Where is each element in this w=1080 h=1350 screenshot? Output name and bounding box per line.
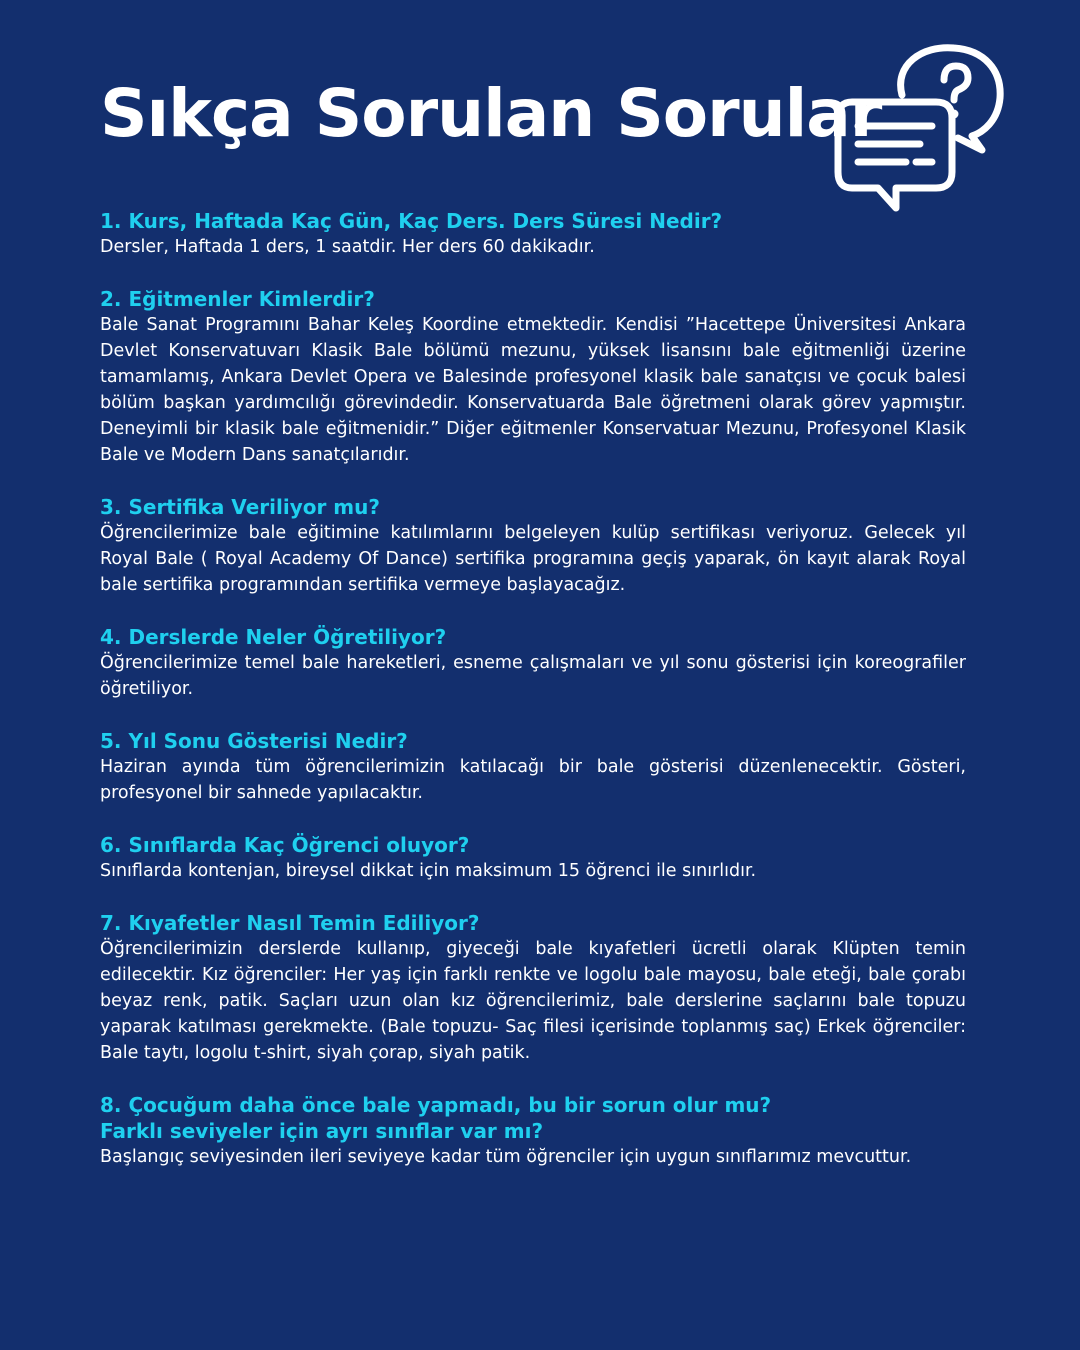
faq-answer: Haziran ayında tüm öğrencilerimizin katılacağı bir bale gösterisi düzenlenecektir. Gösteri, profesyonel bir sahnede yapılacaktır.: [100, 757, 966, 803]
page-title: Sıkça Sorulan Sorular: [100, 75, 882, 152]
faq-answer: Başlangıç seviyesinden ileri seviyeye kadar tüm öğrenciler için uygun sınıflarımız mevcuttur.: [100, 1147, 912, 1167]
faq-item-8: [100, 1092, 966, 1170]
faq-item-1: [100, 208, 966, 260]
faq-question: 5. Yıl Sonu Gösterisi Nedir?: [100, 729, 408, 753]
faq-answer: Sınıflarda kontenjan, bireysel dikkat için maksimum 15 öğrenci ile sınırlıdır.: [100, 861, 757, 881]
faq-question-line2: Farklı seviyeler için ayrı sınıflar var mı?: [100, 1119, 544, 1143]
faq-question: 2. Eğitmenler Kimlerdir?: [100, 287, 375, 311]
faq-item-2: [100, 286, 966, 468]
faq-question: 4. Derslerde Neler Öğretiliyor?: [100, 625, 447, 649]
faq-question: 6. Sınıflarda Kaç Öğrenci oluyor?: [100, 833, 470, 857]
faq-item-4: [100, 624, 966, 702]
faq-question: 8. Çocuğum daha önce bale yapmadı, bu bir sorun olur mu?: [100, 1093, 772, 1117]
faq-item-6: [100, 832, 966, 884]
faq-answer: Öğrencilerimize temel bale hareketleri, esneme çalışmaları ve yıl sonu gösterisi için koreografiler öğretiliyor.: [100, 653, 966, 699]
faq-question: 7. Kıyafetler Nasıl Temin Ediliyor?: [100, 911, 480, 935]
faq-answer: Dersler, Haftada 1 ders, 1 saatdir. Her ders 60 dakikadır.: [100, 237, 595, 257]
faq-list: [100, 208, 966, 1196]
faq-item-5: [100, 728, 966, 806]
faq-question: 3. Sertifika Veriliyor mu?: [100, 495, 380, 519]
faq-item-7: [100, 910, 966, 1066]
faq-item-3: [100, 494, 966, 598]
faq-answer: Bale Sanat Programını Bahar Keleş Koordine etmektedir. Kendisi ”Hacettepe Üniversitesi Ankara Devlet Konservatuvarı Klasik Bale bölümü mezunu, yüksek lisansını bale eğitmenliği üzerine tamamlamış, Ankara Devlet Opera ve Balesinde profesyonel klasik bale sanatçısı ve çocuk balesi bölüm başkan yardımcılığı görevindedir. Konservatuarda Bale öğretmeni olarak görev yapmıştır. Deneyimli bir klasik bale eğitmenidir.” Diğer eğitmenler Konservatuar Mezunu, Profesyonel Klasik Bale ve Modern Dans sanatçılarıdır.: [100, 315, 966, 465]
faq-answer: Öğrencilerimizin derslerde kullanıp, giyeceği bale kıyafetleri ücretli olarak Klüpten temin edilecektir. Kız öğrenciler: Her yaş için farklı renkte ve logolu bale mayosu, bale eteği, bale çorabı beyaz renk, patik. Saçları uzun olan kız öğrencilerimiz, bale derslerine saçlarını bale topuzu yaparak katılması gerekmekte. (Bale topuzu- Saç filesi içerisinde toplanmış saç) Erkek öğrenciler: Bale taytı, logolu t-shirt, siyah çorap, siyah patik.: [100, 939, 966, 1063]
chat-question-icon: [832, 40, 1008, 216]
faq-question: 1. Kurs, Haftada Kaç Gün, Kaç Ders. Ders Süresi Nedir?: [100, 209, 723, 233]
faq-answer: Öğrencilerimize bale eğitimine katılımlarını belgeleyen kulüp sertifikası veriyoruz. Gelecek yıl Royal Bale ( Royal Academy Of Dance) sertifika programına geçiş yaparak, ön kayıt alarak Royal bale sertifika programından sertifika vermeye başlayacağız.: [100, 523, 966, 595]
